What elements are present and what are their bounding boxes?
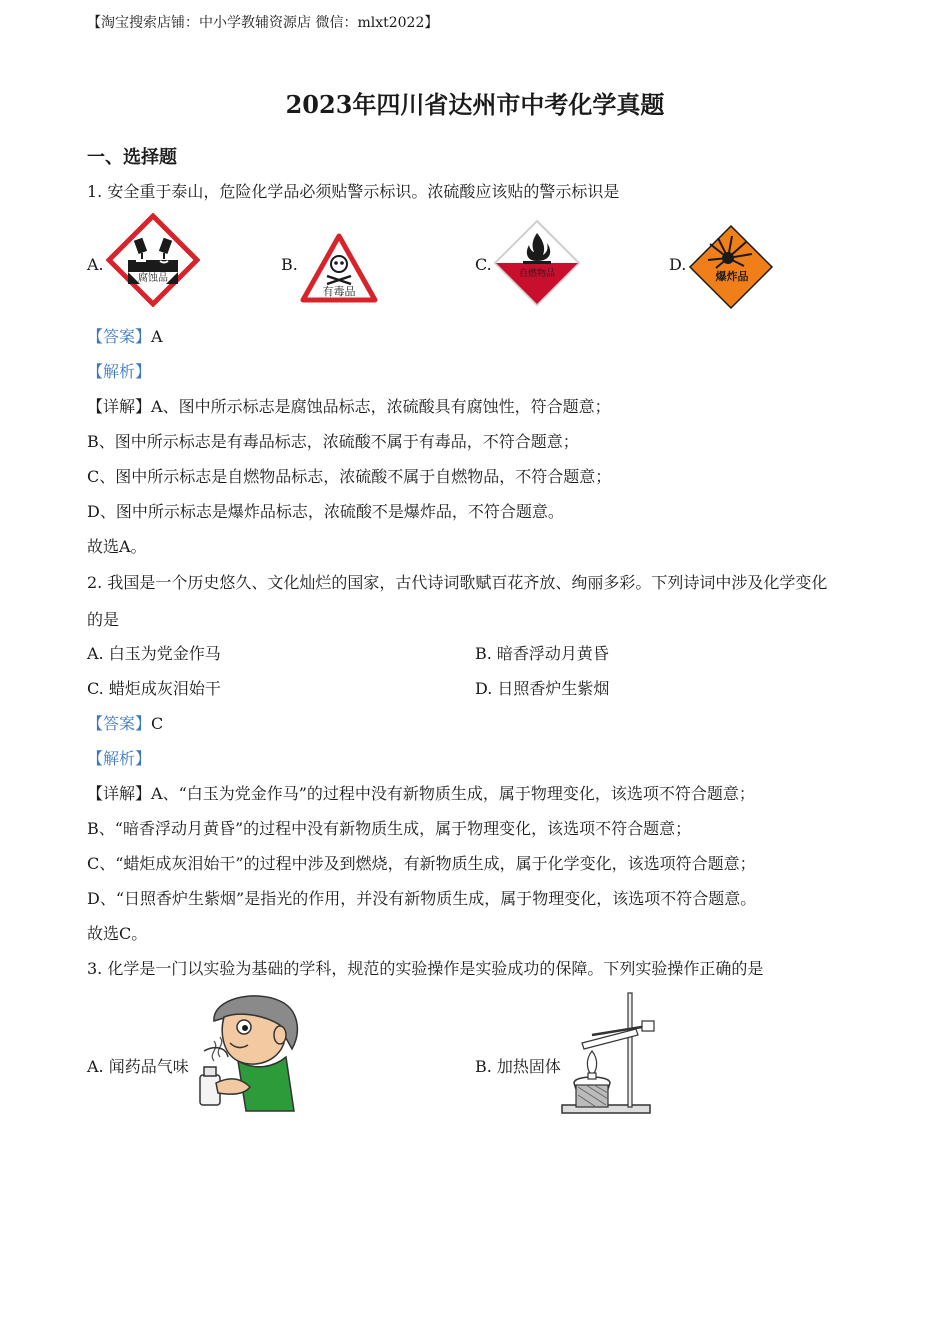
- answer-value: A: [151, 327, 163, 346]
- svg-text:自燃物品: 自燃物品: [518, 269, 556, 279]
- svg-text:腐蚀品: 腐蚀品: [138, 273, 168, 284]
- q2-detail-b: B、“暗香浮动月黄昏”的过程中没有新物质生成，属于物理变化，该选项不符合题意；: [87, 819, 692, 838]
- q1-stem: 1. 安全重于泰山，危险化学品必须贴警示标识。浓硫酸应该贴的警示标识是: [87, 182, 620, 201]
- q1-option-d-label: D.: [669, 255, 687, 274]
- q2-detail-c: C、“蜡炬成灰泪始干”的过程中涉及到燃烧，有新物质生成，属于化学变化，该选项符合题意；: [87, 854, 756, 873]
- detail-text: A、图中所示标志是腐蚀品标志，浓硫酸具有腐蚀性，符合题意；: [151, 397, 611, 416]
- page-title: 2023年四川省达州市中考化学真题: [285, 90, 665, 119]
- answer-value: C: [151, 714, 164, 733]
- q3-option-b-label: B. 加热固体: [475, 1057, 561, 1076]
- store-header: 【淘宝搜索店铺：中小学教辅资源店 微信：mlxt2022】: [87, 15, 439, 31]
- q2-stem-line2: 的是: [87, 610, 120, 629]
- smelling-chemical-illustration-icon: [194, 991, 304, 1115]
- svg-text:爆炸品: 爆炸品: [715, 270, 749, 283]
- q3-option-a-label: A. 闻药品气味: [87, 1057, 189, 1076]
- q3-stem: 3. 化学是一门以实验为基础的学科，规范的实验操作是实验成功的保障。下列实验操作正确的是: [87, 959, 764, 978]
- svg-text:有毒品: 有毒品: [322, 285, 356, 298]
- corrosive-sign-icon: [106, 213, 200, 307]
- q1-detail-a: [87, 396, 611, 418]
- q1-conclusion: 故选A。: [87, 537, 147, 556]
- q2-option-b: B. 暗香浮动月黄昏: [475, 644, 609, 663]
- q1-detail-c: C、图中所示标志是自燃物品标志，浓硫酸不属于自燃物品，不符合题意；: [87, 467, 612, 486]
- answer-tag: 【答案】: [87, 714, 152, 733]
- q2-analysis-tag: 【解析】: [87, 749, 152, 768]
- q1-option-a-label: A.: [87, 255, 104, 274]
- section-heading: 一、选择题: [87, 147, 177, 168]
- q1-option-c-label: C.: [475, 255, 492, 274]
- q2-stem-line1: 2. 我国是一个历史悠久、文化灿烂的国家，古代诗词歌赋百花齐放、绚丽多彩。下列诗词中涉及化学变化: [87, 573, 828, 592]
- q2-option-d: D. 日照香炉生紫烟: [475, 679, 610, 698]
- q1-detail-b: B、图中所示标志是有毒品标志，浓硫酸不属于有毒品，不符合题意；: [87, 432, 579, 451]
- detail-tag: 【详解】: [87, 784, 152, 803]
- toxic-sign-icon: [299, 232, 379, 304]
- q2-option-c: C. 蜡炬成灰泪始干: [87, 679, 221, 698]
- q2-answer: [87, 713, 163, 735]
- q2-detail-a: [87, 783, 755, 805]
- q2-conclusion: 故选C。: [87, 924, 148, 943]
- q1-answer: [87, 326, 163, 348]
- explosive-sign-icon: [688, 224, 774, 310]
- q1-detail-d: D、图中所示标志是爆炸品标志，浓硫酸不是爆炸品，不符合题意。: [87, 502, 564, 521]
- answer-tag: 【答案】: [87, 327, 152, 346]
- q1-analysis-tag: 【解析】: [87, 362, 152, 381]
- q2-option-a: A. 白玉为党金作马: [87, 644, 221, 663]
- spontaneous-combustion-sign-icon: [493, 219, 581, 307]
- q1-option-b-label: B.: [281, 255, 298, 274]
- heating-solid-apparatus-icon: [558, 991, 666, 1117]
- q2-detail-d: D、“日照香炉生紫烟”是指光的作用，并没有新物质生成，属于物理变化，该选项不符合题意。: [87, 889, 757, 908]
- detail-text: A、“白玉为党金作马”的过程中没有新物质生成，属于物理变化，该选项不符合题意；: [151, 784, 755, 803]
- detail-tag: 【详解】: [87, 397, 152, 416]
